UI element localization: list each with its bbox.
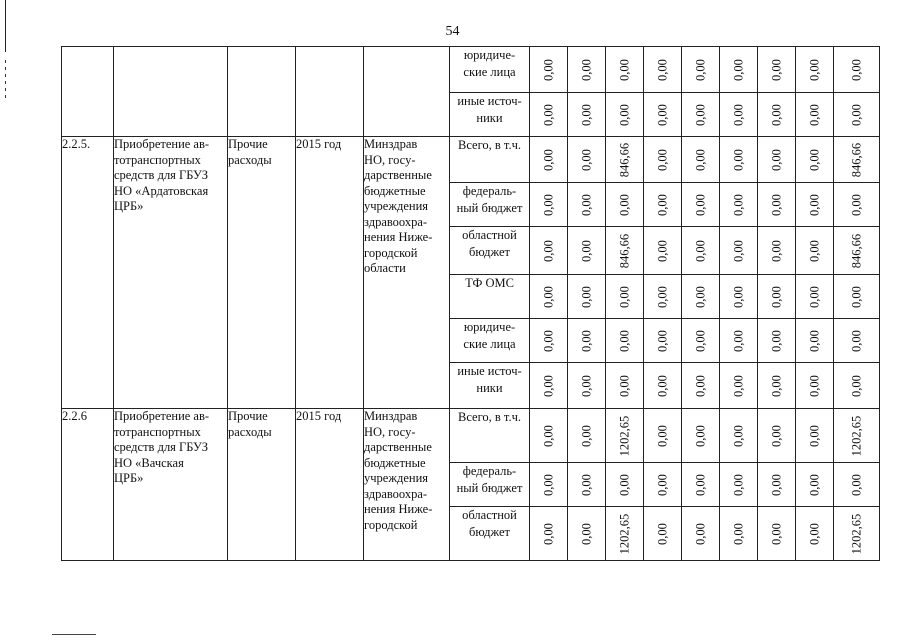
funding-source-label: юридиче- ские лица	[450, 319, 530, 363]
amount-cell	[530, 183, 568, 227]
amount-cell	[834, 275, 880, 319]
amount-value: 0,00	[579, 522, 593, 545]
amount-cell	[530, 227, 568, 275]
amount-cell	[606, 227, 644, 275]
amount-cell	[682, 47, 720, 93]
amount-value: 0,00	[769, 329, 783, 352]
expense-type	[228, 47, 296, 137]
amount-cell	[568, 463, 606, 507]
amount-cell	[758, 275, 796, 319]
amount-value: 0,00	[693, 103, 707, 126]
amount-cell	[682, 93, 720, 137]
footer-rule	[52, 634, 96, 635]
amount-cell	[644, 47, 682, 93]
amount-value: 0,00	[849, 329, 863, 352]
item-code	[62, 47, 114, 137]
amount-cell	[568, 47, 606, 93]
amount-cell	[720, 275, 758, 319]
amount-value: 0,00	[655, 329, 669, 352]
funding-source-label: иные источ- ники	[450, 93, 530, 137]
table-row	[62, 409, 880, 463]
amount-cell	[834, 363, 880, 409]
funding-source-label: юридиче- ские лица	[450, 47, 530, 93]
amount-value: 0,00	[807, 329, 821, 352]
amount-value: 0,00	[655, 58, 669, 81]
item-year: 2015 год	[296, 137, 364, 409]
amount-cell	[606, 93, 644, 137]
amount-value: 0,00	[731, 285, 745, 308]
funding-source-label: иные источ- ники	[450, 363, 530, 409]
item-name: Приобретение ав- тотранспортных средств для ГБУЗ НО «Ардатовская ЦРБ»	[114, 137, 228, 409]
amount-cell	[834, 507, 880, 561]
item-name	[114, 47, 228, 137]
amount-cell	[644, 319, 682, 363]
amount-value: 0,00	[731, 522, 745, 545]
amount-value: 0,00	[849, 374, 863, 397]
expense-type: Прочие расходы	[228, 409, 296, 561]
amount-cell	[530, 409, 568, 463]
amount-value: 846,66	[849, 233, 863, 268]
table-row	[62, 137, 880, 183]
page-number: 54	[445, 24, 460, 39]
amount-value: 0,00	[807, 374, 821, 397]
amount-value: 0,00	[807, 239, 821, 262]
item-executor: Минздрав НО, госу- дарственные бюджетные учреждения здравоохра- нения Ниже- городской	[364, 409, 450, 561]
amount-value: 0,00	[769, 522, 783, 545]
funding-source-label: областной бюджет	[450, 227, 530, 275]
amount-value: 0,00	[807, 58, 821, 81]
amount-value: 0,00	[807, 522, 821, 545]
amount-cell	[682, 463, 720, 507]
amount-value: 1202,65	[849, 415, 863, 456]
amount-value: 0,00	[655, 522, 669, 545]
amount-cell	[720, 227, 758, 275]
amount-value: 0,00	[731, 148, 745, 171]
amount-value: 0,00	[849, 58, 863, 81]
amount-cell	[796, 183, 834, 227]
item-executor	[364, 47, 450, 137]
amount-cell	[530, 507, 568, 561]
amount-cell	[644, 507, 682, 561]
amount-cell	[530, 319, 568, 363]
amount-value: 0,00	[769, 473, 783, 496]
budget-table	[61, 46, 880, 561]
amount-value: 0,00	[655, 374, 669, 397]
amount-cell	[834, 227, 880, 275]
amount-value: 0,00	[541, 522, 555, 545]
amount-value: 0,00	[579, 239, 593, 262]
amount-value: 0,00	[731, 424, 745, 447]
amount-value: 0,00	[769, 285, 783, 308]
item-year: 2015 год	[296, 409, 364, 561]
amount-value: 0,00	[579, 193, 593, 216]
item-code: 2.2.6	[62, 409, 114, 561]
amount-cell	[758, 319, 796, 363]
amount-value: 0,00	[807, 148, 821, 171]
amount-value: 0,00	[541, 103, 555, 126]
amount-cell	[796, 137, 834, 183]
item-year	[296, 47, 364, 137]
amount-cell	[720, 137, 758, 183]
amount-value: 0,00	[693, 374, 707, 397]
amount-cell	[758, 363, 796, 409]
amount-value: 0,00	[807, 103, 821, 126]
amount-value: 0,00	[541, 193, 555, 216]
amount-cell	[644, 137, 682, 183]
amount-cell	[834, 183, 880, 227]
amount-cell	[796, 93, 834, 137]
amount-cell	[682, 183, 720, 227]
amount-value: 0,00	[579, 473, 593, 496]
amount-value: 0,00	[617, 329, 631, 352]
amount-value: 0,00	[693, 285, 707, 308]
amount-cell	[796, 463, 834, 507]
amount-value: 0,00	[541, 424, 555, 447]
amount-value: 0,00	[617, 193, 631, 216]
amount-value: 1202,65	[617, 513, 631, 554]
amount-value: 0,00	[769, 374, 783, 397]
amount-value: 0,00	[617, 58, 631, 81]
amount-cell	[568, 363, 606, 409]
amount-value: 0,00	[849, 473, 863, 496]
table-body	[62, 47, 880, 561]
amount-value: 0,00	[693, 239, 707, 262]
amount-value: 0,00	[693, 58, 707, 81]
amount-cell	[644, 463, 682, 507]
amount-cell	[758, 409, 796, 463]
amount-cell	[720, 47, 758, 93]
amount-cell	[606, 275, 644, 319]
amount-value: 0,00	[541, 239, 555, 262]
amount-cell	[568, 319, 606, 363]
amount-cell	[758, 183, 796, 227]
funding-source-label: ТФ ОМС	[450, 275, 530, 319]
amount-cell	[644, 275, 682, 319]
amount-cell	[758, 227, 796, 275]
amount-cell	[606, 137, 644, 183]
amount-cell	[644, 409, 682, 463]
amount-cell	[796, 319, 834, 363]
amount-cell	[568, 275, 606, 319]
amount-value: 0,00	[693, 522, 707, 545]
amount-value: 1202,65	[617, 415, 631, 456]
amount-value: 0,00	[731, 329, 745, 352]
amount-value: 0,00	[617, 103, 631, 126]
amount-value: 0,00	[617, 374, 631, 397]
funding-source-label: федераль- ный бюджет	[450, 463, 530, 507]
amount-cell	[606, 319, 644, 363]
amount-cell	[758, 507, 796, 561]
amount-cell	[720, 507, 758, 561]
margin-dotted-rule	[5, 60, 6, 100]
amount-cell	[758, 463, 796, 507]
amount-value: 0,00	[693, 424, 707, 447]
amount-cell	[568, 227, 606, 275]
expense-type: Прочие расходы	[228, 137, 296, 409]
amount-value: 0,00	[655, 148, 669, 171]
amount-value: 0,00	[769, 239, 783, 262]
amount-value: 0,00	[849, 103, 863, 126]
amount-value: 0,00	[541, 148, 555, 171]
amount-value: 0,00	[807, 424, 821, 447]
amount-cell	[834, 137, 880, 183]
amount-value: 0,00	[655, 424, 669, 447]
amount-cell	[834, 93, 880, 137]
amount-value: 0,00	[655, 103, 669, 126]
amount-value: 0,00	[655, 193, 669, 216]
amount-value: 0,00	[579, 285, 593, 308]
amount-value: 0,00	[807, 473, 821, 496]
amount-cell	[682, 507, 720, 561]
amount-cell	[720, 93, 758, 137]
amount-value: 0,00	[617, 285, 631, 308]
amount-cell	[568, 409, 606, 463]
amount-value: 0,00	[693, 193, 707, 216]
amount-cell	[530, 137, 568, 183]
amount-cell	[834, 47, 880, 93]
amount-cell	[606, 463, 644, 507]
amount-cell	[796, 507, 834, 561]
table-row	[62, 47, 880, 93]
amount-value: 0,00	[769, 193, 783, 216]
amount-value: 0,00	[769, 103, 783, 126]
amount-cell	[796, 409, 834, 463]
amount-value: 0,00	[731, 473, 745, 496]
funding-source-label: Всего, в т.ч.	[450, 137, 530, 183]
amount-value: 0,00	[579, 103, 593, 126]
amount-value: 0,00	[541, 285, 555, 308]
amount-value: 1202,65	[849, 513, 863, 554]
amount-cell	[682, 319, 720, 363]
amount-cell	[834, 409, 880, 463]
amount-value: 846,66	[849, 142, 863, 177]
amount-cell	[606, 47, 644, 93]
amount-cell	[568, 93, 606, 137]
amount-cell	[720, 319, 758, 363]
amount-cell	[796, 227, 834, 275]
amount-cell	[568, 183, 606, 227]
amount-value: 0,00	[849, 193, 863, 216]
amount-cell	[758, 137, 796, 183]
amount-value: 0,00	[655, 473, 669, 496]
amount-value: 0,00	[579, 58, 593, 81]
amount-cell	[796, 363, 834, 409]
amount-value: 0,00	[541, 473, 555, 496]
amount-cell	[682, 409, 720, 463]
amount-value: 0,00	[807, 285, 821, 308]
amount-cell	[758, 93, 796, 137]
amount-value: 0,00	[807, 193, 821, 216]
amount-cell	[682, 137, 720, 183]
amount-cell	[834, 319, 880, 363]
funding-source-label: федераль- ный бюджет	[450, 183, 530, 227]
amount-cell	[682, 363, 720, 409]
amount-value: 0,00	[541, 374, 555, 397]
amount-cell	[720, 463, 758, 507]
amount-cell	[834, 463, 880, 507]
amount-value: 0,00	[693, 148, 707, 171]
amount-cell	[644, 183, 682, 227]
amount-cell	[530, 47, 568, 93]
item-name: Приобретение ав- тотранспортных средств для ГБУЗ НО «Вачская ЦРБ»	[114, 409, 228, 561]
amount-value: 0,00	[579, 148, 593, 171]
amount-cell	[530, 463, 568, 507]
amount-cell	[644, 93, 682, 137]
item-code: 2.2.5.	[62, 137, 114, 409]
amount-value: 0,00	[541, 329, 555, 352]
amount-value: 0,00	[617, 473, 631, 496]
amount-value: 0,00	[579, 329, 593, 352]
amount-value: 0,00	[655, 285, 669, 308]
amount-value: 0,00	[541, 58, 555, 81]
amount-value: 0,00	[731, 239, 745, 262]
amount-cell	[644, 363, 682, 409]
amount-cell	[606, 183, 644, 227]
amount-value: 0,00	[579, 424, 593, 447]
amount-cell	[644, 227, 682, 275]
amount-cell	[530, 275, 568, 319]
amount-value: 0,00	[731, 374, 745, 397]
amount-value: 0,00	[769, 58, 783, 81]
amount-cell	[606, 507, 644, 561]
amount-cell	[796, 47, 834, 93]
amount-cell	[606, 363, 644, 409]
amount-cell	[568, 507, 606, 561]
amount-cell	[682, 227, 720, 275]
amount-cell	[720, 409, 758, 463]
amount-value: 0,00	[849, 285, 863, 308]
amount-cell	[796, 275, 834, 319]
amount-cell	[530, 363, 568, 409]
amount-cell	[568, 137, 606, 183]
amount-cell	[758, 47, 796, 93]
amount-value: 0,00	[731, 58, 745, 81]
amount-value: 0,00	[693, 473, 707, 496]
amount-cell	[720, 183, 758, 227]
amount-cell	[720, 363, 758, 409]
item-executor: Минздрав НО, госу- дарственные бюджетные учреждения здравоохра- нения Ниже- городской области	[364, 137, 450, 409]
amount-cell	[606, 409, 644, 463]
amount-cell	[682, 275, 720, 319]
amount-cell	[530, 93, 568, 137]
amount-value: 846,66	[617, 142, 631, 177]
amount-value: 0,00	[769, 148, 783, 171]
amount-value: 0,00	[769, 424, 783, 447]
amount-value: 0,00	[731, 193, 745, 216]
funding-source-label: Всего, в т.ч.	[450, 409, 530, 463]
funding-source-label: областной бюджет	[450, 507, 530, 561]
amount-value: 0,00	[579, 374, 593, 397]
amount-value: 0,00	[655, 239, 669, 262]
amount-value: 846,66	[617, 233, 631, 268]
amount-value: 0,00	[731, 103, 745, 126]
amount-value: 0,00	[693, 329, 707, 352]
